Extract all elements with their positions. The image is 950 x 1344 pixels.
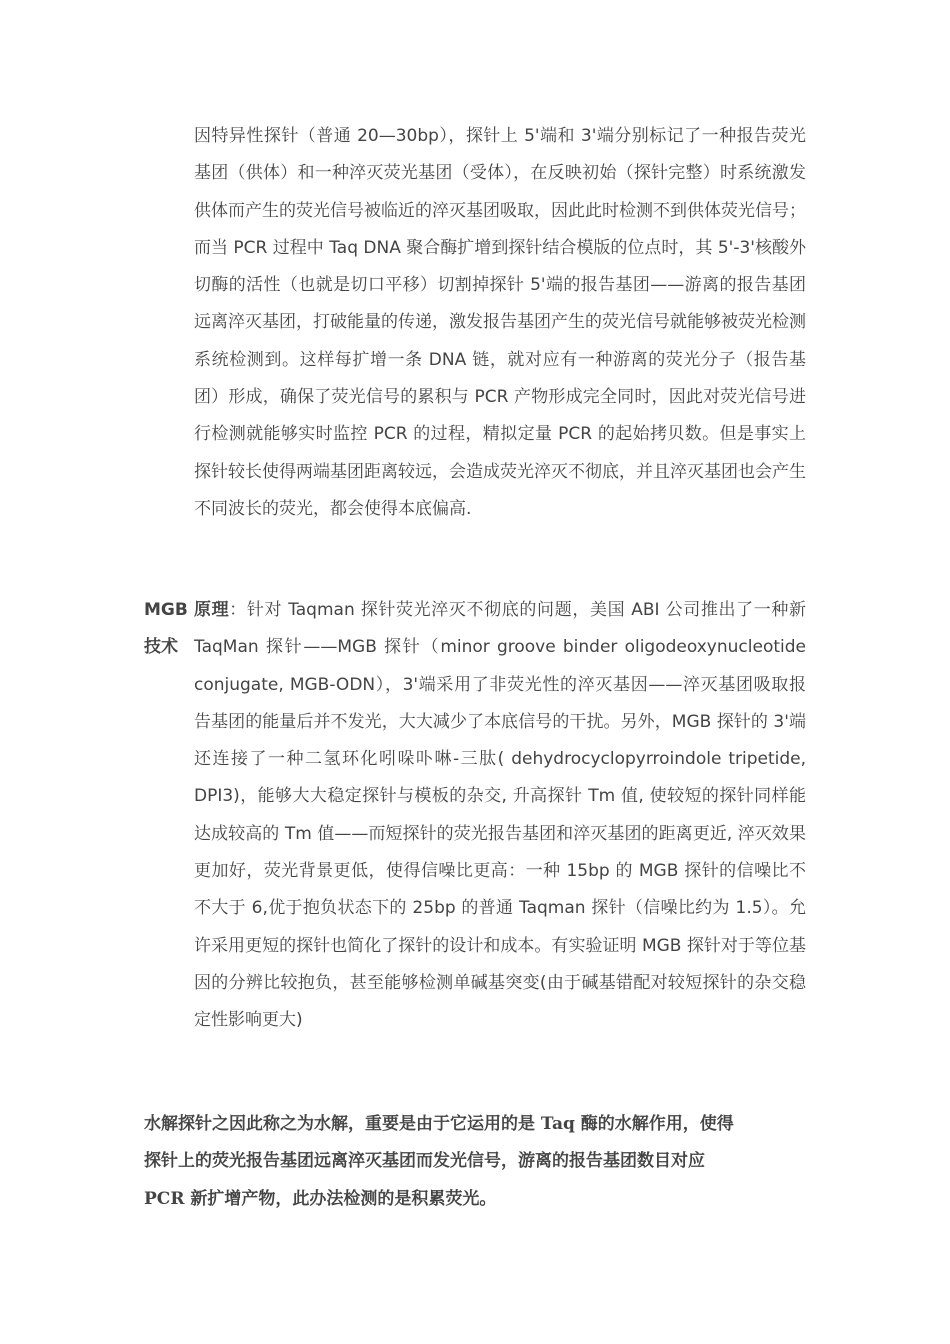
mgb-section-label	[144, 592, 192, 667]
intro-paragraph: 因特异性探针（普通 20—30bp），探针上 5'端和 3'端分别标记了一种报告荧光基团（供体）和一种淬灭荧光基团（受体），在反映初始（探针完整）时系统激发供体而产生的荧光信号被临近的淬灭基团吸取，因此此时检测不到供体荧光信号；而当 PCR 过程中 Taq DNA 聚合酶扩增到探针结合模版的位点时，其 5'-3'核酸外切酶的活性（也就是切口平移）切割掉探针 5'端的报告基团——游离的报告基团远离淬灭基团，打破能量的传递，激发报告基团产生的荧光信号就能够被荧光检测系统检测到。这样每扩增一条 DNA 链，就对应有一种游离的荧光分子（报告基团）形成，确保了荧光信号的累积与 PCR 产物形成完全同时，因此对荧光信号进行检测就能够实时监控 PCR 的过程，精拟定量 PCR 的起始拷贝数。但是事实上探针较长使得两端基团距离较远，会造成荧光淬灭不彻底，并且淬灭基团也会产生不同波长的荧光，都会使得本底偏高.	[194, 126, 806, 519]
summary-line-1: 水解探针之因此称之为水解，重要是由于它运用的是 Taq 酶的水解作用，使得	[144, 1114, 734, 1134]
mgb-label-line2: 技术	[144, 637, 178, 658]
summary-paragraph	[144, 1106, 806, 1218]
summary-line-3: PCR 新扩增产物，此办法检测的是积累荧光。	[144, 1188, 497, 1209]
mgb-section-body	[194, 592, 806, 1040]
mgb-body-text: ：针对 Taqman 探针荧光淬灭不彻底的问题，美国 ABI 公司推出了一种新 TaqMan 探针——MGB 探针（minor groove binder oligodeoxynucleotide conjugate, MGB-ODN），3'端采用了非荧光性的淬灭基因——淬灭基团吸取报告基团的能量后并不发光，大大减少了本底信号的干扰。另外，MGB 探针的 3'端还连接了一种二氢环化吲哚卟啉-三肽( dehydrocyclopyrroindole tripetide, DPI3)，能够大大稳定探针与模板的杂交, 升高探针 Tm 值, 使较短的探针同样能达成较高的 Tm 值——而短探针的荧光报告基团和淬灭基团的距离更近, 淬灭效果更加好，荧光背景更低，使得信噪比更高：一种 15bp 的 MGB 探针的信噪比不不大于 6,优于抱负状态下的 25bp 的普通 Taqman 探针（信噪比约为 1.5）。允许采用更短的探针也简化了探针的设计和成本。有实验证明 MGB 探针对于等位基因的分辨比较抱负，甚至能够检测单碱基突变(由于碱基错配对较短探针的杂交稳定性影响更大)	[194, 600, 807, 1031]
summary-line-2: 探针上的荧光报告基团远离淬灭基团而发光信号，游离的报告基团数目对应	[144, 1151, 705, 1172]
mgb-lead-term: 原理	[194, 600, 230, 620]
mgb-label-line1: MGB	[144, 600, 188, 620]
